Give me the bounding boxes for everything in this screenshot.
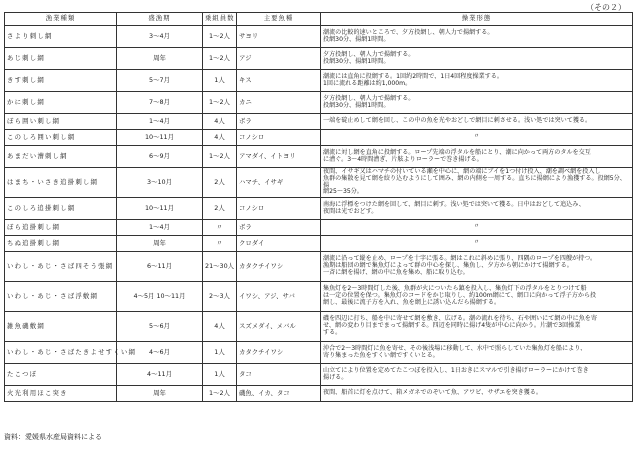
fishing-type-cell: 火光利用ほこ突き bbox=[5, 386, 117, 402]
fishing-type-cell: いわし・あじ・さば浮敷網 bbox=[5, 282, 117, 312]
main-fish-cell: アジ bbox=[237, 48, 321, 70]
header-peak-season: 盛漁期 bbox=[117, 13, 203, 26]
operation-cell bbox=[321, 312, 633, 342]
table-row bbox=[5, 168, 633, 198]
crew-cell: 2人 bbox=[203, 168, 237, 198]
crew-cell: 1人 bbox=[203, 70, 237, 92]
crew-cell: 1〜2人 bbox=[203, 386, 237, 402]
operation-line: 一端を碇止めして網を回し、この中の魚を光やおどしで網目に刺させる。浅い処では突いて獲る。 bbox=[323, 117, 592, 125]
operation-line: 〃 bbox=[473, 223, 480, 231]
operation-cell bbox=[321, 282, 633, 312]
operation-cell bbox=[321, 168, 633, 198]
crew-cell: 2〜3人 bbox=[203, 282, 237, 312]
table-row bbox=[5, 386, 633, 402]
operation-line: 投網30分、揚網1時間。 bbox=[323, 57, 390, 65]
table-row bbox=[5, 282, 633, 312]
operation-line: 潮流の比較的速いところで、夕方投網し、朝人力で揚網する。 bbox=[323, 28, 494, 36]
main-fish-cell: コノシロ bbox=[237, 130, 321, 146]
fishing-type-cell: このしろ追掛刺し網 bbox=[5, 198, 117, 220]
fishing-type-cell: いわし・あじ・さばたきよせすくい網 bbox=[5, 342, 117, 364]
main-fish-cell: カニ bbox=[237, 92, 321, 114]
main-fish-cell: コノシロ bbox=[237, 198, 321, 220]
operation-cell bbox=[321, 386, 633, 402]
operation-line: 潮流に沿って縦を止め、ロープを十字に張る。網はこれに斜めに張り、四隅のロープを四艘が持つ。 bbox=[323, 255, 597, 263]
operation-line: 〃 bbox=[473, 239, 480, 247]
operation-cell bbox=[321, 146, 633, 168]
fishing-type-cell: あじ刺し網 bbox=[5, 48, 117, 70]
operation-line: 集魚灯を2〜3時間灯した後、魚群が火についたら鎮を投入し、集魚灯下の浮タルをとりつけて船 bbox=[323, 285, 587, 293]
operation-cell bbox=[321, 130, 633, 146]
operation-line: 夕方投網し、朝人力で揚網する。 bbox=[323, 94, 415, 102]
fishing-type-cell: はまち・いさき追掛刺し網 bbox=[5, 168, 117, 198]
operation-cell bbox=[321, 342, 633, 364]
fishing-type-cell: ぼら追掛刺し網 bbox=[5, 220, 117, 236]
peak-season-cell: 4〜5月 10〜11月 bbox=[117, 282, 203, 312]
source-note: 資料：愛媛県水産局資料による bbox=[4, 433, 102, 441]
operation-line: 投網30分、揚網1時間。 bbox=[323, 101, 390, 109]
operation-line: 南海に浮標をつけた網を回して、網目に刺す。浅い処では突いて獲る。日中はおどして追込み、 bbox=[323, 200, 585, 208]
main-fish-cell: カタクチイワシ bbox=[237, 252, 321, 282]
operation-cell bbox=[321, 252, 633, 282]
table-row bbox=[5, 114, 633, 130]
operation-line: 〃 bbox=[473, 133, 480, 141]
main-fish-cell: ボラ bbox=[237, 220, 321, 236]
peak-season-cell: 4〜6月 bbox=[117, 342, 203, 364]
table-row bbox=[5, 220, 633, 236]
fishing-type-cell: このしろ囲い刺し網 bbox=[5, 130, 117, 146]
operation-line: 揚げる。 bbox=[323, 373, 348, 381]
operation-line: は一定の位置を保つ。集魚灯のコードをかじ取りし、約100m網にて、網口に向かって浮子方から投 bbox=[323, 292, 597, 300]
peak-season-cell: 1〜4月 bbox=[117, 220, 203, 236]
operation-cell bbox=[321, 236, 633, 252]
fishing-type-cell: ちぬ追掛刺し網 bbox=[5, 236, 117, 252]
fishing-type-cell: かに刺し網 bbox=[5, 92, 117, 114]
peak-season-cell: 10〜11月 bbox=[117, 130, 203, 146]
peak-season-cell: 5〜6月 bbox=[117, 312, 203, 342]
operation-cell bbox=[321, 48, 633, 70]
fishing-type-cell: あまだい漕刺し網 bbox=[5, 146, 117, 168]
crew-cell: 1〜2人 bbox=[203, 92, 237, 114]
main-fish-cell: ハマチ、イサギ bbox=[237, 168, 321, 198]
crew-cell: 1〜2人 bbox=[203, 48, 237, 70]
crew-cell: 1〜2人 bbox=[203, 146, 237, 168]
table-row bbox=[5, 48, 633, 70]
peak-season-cell: 3〜4月 bbox=[117, 26, 203, 48]
header-operation: 操業形態 bbox=[321, 13, 633, 26]
operation-cell bbox=[321, 220, 633, 236]
crew-cell: 1人 bbox=[203, 342, 237, 364]
operation-line: する。 bbox=[323, 328, 342, 336]
fishing-type-cell: さより刺し網 bbox=[5, 26, 117, 48]
operation-line: 1回に流れる距離は約1,000m。 bbox=[323, 79, 412, 87]
table-row bbox=[5, 198, 633, 220]
crew-cell: 1人 bbox=[203, 364, 237, 386]
crew-cell: 1〜2人 bbox=[203, 26, 237, 48]
table-row bbox=[5, 26, 633, 48]
peak-season-cell: 1〜4月 bbox=[117, 114, 203, 130]
peak-season-cell: 7〜8月 bbox=[117, 92, 203, 114]
operation-line: 磯を四辺に打ち、船を中に寄せて網を敷き、広げる。潮の流れを待ち、石や囲いにて網の中に魚を寄 bbox=[323, 315, 597, 323]
crew-cell: 4人 bbox=[203, 130, 237, 146]
peak-season-cell: 5〜7月 bbox=[117, 70, 203, 92]
crew-cell: 〃 bbox=[203, 220, 237, 236]
fishing-type-cell: 雑魚磯敷網 bbox=[5, 312, 117, 342]
operation-line: 夜間は光でおどす。 bbox=[323, 207, 378, 215]
header-fishing-type: 漁業種類 bbox=[5, 13, 117, 26]
table-row bbox=[5, 146, 633, 168]
main-fish-cell: アマダイ、イトヨリ bbox=[237, 146, 321, 168]
table-row bbox=[5, 312, 633, 342]
main-fish-cell: サヨリ bbox=[237, 26, 321, 48]
fishing-type-cell: いわし・あじ・さば四そう張網 bbox=[5, 252, 117, 282]
main-fish-cell: キス bbox=[237, 70, 321, 92]
main-fish-cell: 磯魚、イカ、タコ bbox=[237, 386, 321, 402]
operation-line: 潮流には直角に投網する。1回約2時間で、1日4回程度操業する。 bbox=[323, 72, 503, 80]
operation-line: 夜間、船首に灯を点けて、箱メガネでのぞいて魚、アワビ、サザエを突き獲る。 bbox=[323, 389, 542, 397]
main-fish-cell: スズメダイ、メバル bbox=[237, 312, 321, 342]
crew-cell: 〃 bbox=[203, 236, 237, 252]
fishing-type-cell: たこつぼ bbox=[5, 364, 117, 386]
operation-cell bbox=[321, 114, 633, 130]
peak-season-cell: 周年 bbox=[117, 48, 203, 70]
peak-season-cell: 周年 bbox=[117, 236, 203, 252]
operation-cell bbox=[321, 70, 633, 92]
crew-cell: 2人 bbox=[203, 198, 237, 220]
peak-season-cell: 10〜11月 bbox=[117, 198, 203, 220]
main-fish-cell: クロダイ bbox=[237, 236, 321, 252]
crew-cell: 4人 bbox=[203, 114, 237, 130]
operation-line: 寄り集まった魚をすくい網ですくいとる。 bbox=[323, 351, 439, 359]
operation-line: 夜間、イサギ又はハマチの付いている瀬を中心に、網の端にブイを1つ付け投入、潮を調べ網を投入し bbox=[323, 167, 601, 175]
fishing-methods-table bbox=[4, 12, 633, 402]
header-crew: 乗組員数 bbox=[203, 13, 237, 26]
operation-cell bbox=[321, 198, 633, 220]
main-fish-cell: ボラ bbox=[237, 114, 321, 130]
table-row bbox=[5, 364, 633, 386]
table-row bbox=[5, 92, 633, 114]
table-row bbox=[5, 236, 633, 252]
crew-cell: 4人 bbox=[203, 312, 237, 342]
table-row bbox=[5, 342, 633, 364]
table-row bbox=[5, 252, 633, 282]
main-fish-cell: タコ bbox=[237, 364, 321, 386]
main-fish-cell: イワシ、アジ、サバ bbox=[237, 282, 321, 312]
table-body bbox=[5, 26, 633, 402]
operation-line: に漕ぐ。3〜4時間漕ぎ、片舷よりローラーで巻き揚げる。 bbox=[323, 155, 483, 163]
header-main-fish: 主要魚種 bbox=[237, 13, 321, 26]
peak-season-cell: 周年 bbox=[117, 386, 203, 402]
crew-cell: 21〜30人 bbox=[203, 252, 237, 282]
table-row bbox=[5, 70, 633, 92]
operation-cell bbox=[321, 364, 633, 386]
operation-line: 山立てにより位置を定めてたこつぼを投入し、1日おきにスマルで引き揚げローラーにかけて巻き bbox=[323, 366, 589, 374]
fishing-type-cell: きす刺し網 bbox=[5, 70, 117, 92]
operation-line: 投網30分、揚網1時間。 bbox=[323, 35, 390, 43]
operation-cell bbox=[321, 26, 633, 48]
peak-season-cell: 6〜9月 bbox=[117, 146, 203, 168]
peak-season-cell: 6〜11月 bbox=[117, 252, 203, 282]
operation-line: 漁期は船団の網で集魚灯によって群の中心を探し、集魚し、夕方から朝にかけて揚網する。 bbox=[323, 262, 573, 270]
operation-line: 網25〜35分。 bbox=[323, 188, 363, 196]
operation-line: 沖合で2〜3時間灯に魚を寄せ、その後浅場に移動して、水中で照らしていた集魚灯を船により、 bbox=[323, 344, 587, 352]
operation-cell bbox=[321, 92, 633, 114]
operation-line: 潮流に対し網を直角に投網する。ロープ先端の浮タルを船にとり、潮に向かって両方のタルを交互 bbox=[323, 148, 591, 156]
peak-season-cell: 3〜10月 bbox=[117, 168, 203, 198]
table-row bbox=[5, 130, 633, 146]
operation-line: 夕方投網し、朝人力で揚網する。 bbox=[323, 50, 415, 58]
table-header-row bbox=[5, 13, 633, 26]
page-label: （その２） bbox=[586, 3, 626, 12]
operation-line: せ、網の変わり目までまって揚網する。四辺を同時に揚げ4隻が中心に向かう。片潮で3回操業 bbox=[323, 322, 581, 330]
peak-season-cell: 4〜11月 bbox=[117, 364, 203, 386]
operation-line: 一斉に網を揚げ、網の中に魚を集め、船に取り込む。 bbox=[323, 268, 469, 276]
main-fish-cell: カタクチイワシ bbox=[237, 342, 321, 364]
fishing-type-cell: ぼら囲い刺し網 bbox=[5, 114, 117, 130]
operation-line: 魚群の集散を見て網を絞り込むようにして囲み、網の内側を一周する。直ちに揚網により漁獲する。投網5分、揚 bbox=[323, 174, 626, 189]
operation-line: 網し、最後に流子方を入れ、魚を網上に誘い込んだら揚網する。 bbox=[323, 298, 501, 306]
